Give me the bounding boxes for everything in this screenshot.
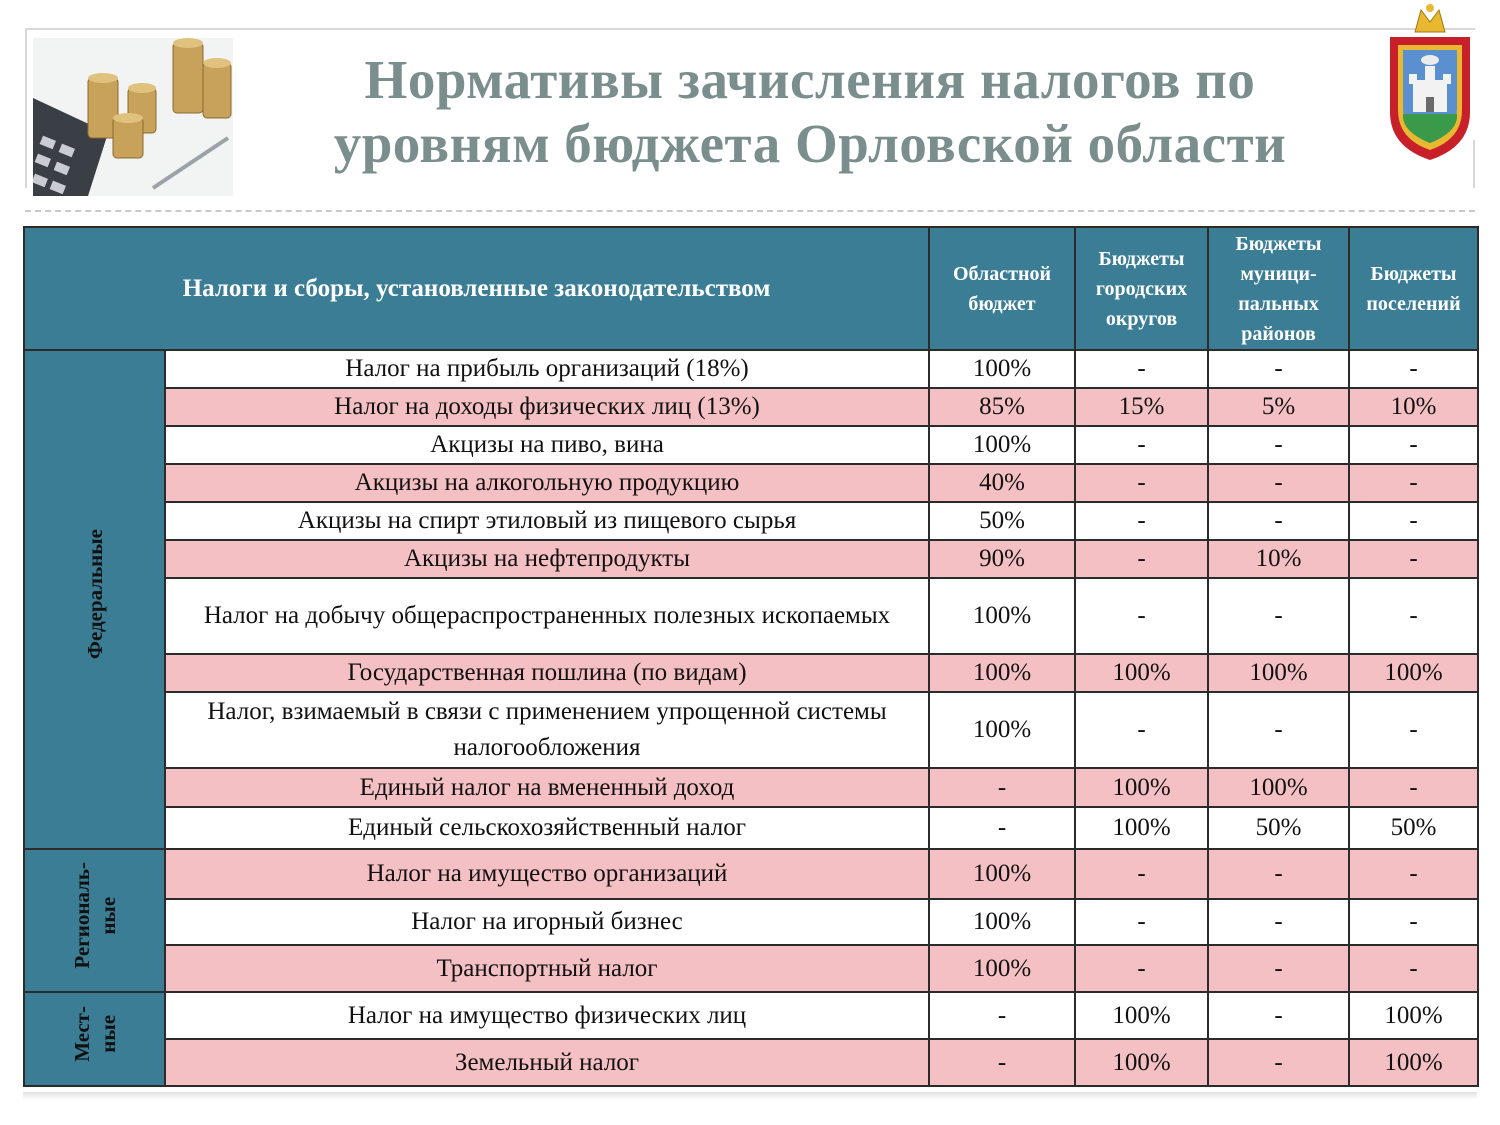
municipal-value: -: [1208, 899, 1349, 945]
tax-name: Земельный налог: [165, 1039, 929, 1086]
header-settlement-budgets: [1349, 227, 1478, 350]
table-header-row: [24, 227, 1478, 350]
tax-name: Налог на имущество физических лиц: [165, 992, 929, 1039]
settlement-value: -: [1349, 464, 1478, 502]
table-row: [24, 502, 1478, 540]
settlement-value: -: [1349, 502, 1478, 540]
settlement-value: -: [1349, 578, 1478, 654]
tax-name: Единый налог на вмененный доход: [165, 768, 929, 807]
regional-value: 100%: [929, 426, 1075, 464]
tax-name: Акцизы на нефтепродукты: [165, 540, 929, 578]
regional-value: 100%: [929, 350, 1075, 388]
settlement-value: -: [1349, 426, 1478, 464]
table-row: [24, 945, 1478, 992]
settlement-value: -: [1349, 899, 1478, 945]
table-row: [24, 849, 1478, 899]
coat-of-arms-icon: [1385, 2, 1475, 162]
group-federal: [24, 350, 165, 849]
header-city-line: Бюджеты: [1098, 247, 1185, 270]
municipal-value: 100%: [1208, 768, 1349, 807]
city-value: 100%: [1075, 654, 1208, 692]
table-shadow: [23, 1092, 1477, 1100]
settlement-value: 100%: [1349, 1039, 1478, 1086]
municipal-value: -: [1208, 578, 1349, 654]
table-row: [24, 426, 1478, 464]
header-regional-budget: [929, 227, 1075, 350]
regional-value: -: [929, 768, 1075, 807]
group-local: [24, 992, 165, 1086]
city-value: -: [1075, 502, 1208, 540]
table-row: [24, 388, 1478, 426]
frame-top-border: [25, 28, 1475, 30]
table-row: [24, 1039, 1478, 1086]
regional-value: 100%: [929, 849, 1075, 899]
city-value: -: [1075, 350, 1208, 388]
municipal-value: -: [1208, 426, 1349, 464]
regional-value: -: [929, 807, 1075, 849]
regional-value: 100%: [929, 945, 1075, 992]
title-line-1: Нормативы зачисления налогов по: [364, 49, 1256, 110]
municipal-value: -: [1208, 849, 1349, 899]
frame-left-border: [25, 28, 27, 188]
municipal-value: -: [1208, 1039, 1349, 1086]
municipal-value: 5%: [1208, 388, 1349, 426]
header-city-line: городских: [1095, 277, 1188, 300]
tax-name: Акцизы на пиво, вина: [165, 426, 929, 464]
settlement-value: 10%: [1349, 388, 1478, 426]
regional-value: 85%: [929, 388, 1075, 426]
header-divider: [25, 210, 1475, 212]
settlement-value: -: [1349, 945, 1478, 992]
header-municipal-line: Бюджеты: [1235, 232, 1322, 255]
coins-calculator-image: [33, 38, 233, 196]
city-value: -: [1075, 692, 1208, 768]
municipal-value: -: [1208, 992, 1349, 1039]
header-regional-line: Областной: [953, 262, 1052, 285]
tax-name: Государственная пошлина (по видам): [165, 654, 929, 692]
table-row: [24, 578, 1478, 654]
table-row: [24, 464, 1478, 502]
city-value: 15%: [1075, 388, 1208, 426]
municipal-value: -: [1208, 692, 1349, 768]
table-row: [24, 692, 1478, 768]
city-value: -: [1075, 426, 1208, 464]
city-value: -: [1075, 464, 1208, 502]
table-row: [24, 807, 1478, 849]
municipal-value: 50%: [1208, 807, 1349, 849]
tax-name: Налог на имущество организаций: [165, 849, 929, 899]
header-city-line: округов: [1105, 307, 1178, 330]
municipal-value: 100%: [1208, 654, 1349, 692]
group-local-label: Мест- ные: [69, 1005, 120, 1062]
city-value: -: [1075, 578, 1208, 654]
regional-value: 100%: [929, 578, 1075, 654]
city-value: -: [1075, 540, 1208, 578]
tax-name: Транспортный налог: [165, 945, 929, 992]
municipal-value: -: [1208, 502, 1349, 540]
regional-value: 100%: [929, 899, 1075, 945]
tax-name: Единый сельскохозяйственный налог: [165, 807, 929, 849]
tax-name: Налог, взимаемый в связи с применением упрощенной системы налогообложения: [165, 692, 929, 768]
group-regional-label: Региональ- ные: [69, 861, 120, 969]
regional-value: 50%: [929, 502, 1075, 540]
table-row: [24, 992, 1478, 1039]
header-municipal-budgets: [1208, 227, 1349, 350]
settlement-value: 50%: [1349, 807, 1478, 849]
tax-name: Налог на прибыль организаций (18%): [165, 350, 929, 388]
settlement-value: -: [1349, 692, 1478, 768]
table-row: [24, 768, 1478, 807]
group-federal-label: Федеральные: [82, 528, 107, 660]
tax-name: Акцизы на спирт этиловый из пищевого сырья: [165, 502, 929, 540]
settlement-value: -: [1349, 540, 1478, 578]
table-row: [24, 350, 1478, 388]
title-line-2: уровням бюджета Орловской области: [333, 113, 1287, 174]
city-value: 100%: [1075, 1039, 1208, 1086]
header-taxes: Налоги и сборы, установленные законодательством: [24, 227, 929, 350]
settlement-value: -: [1349, 350, 1478, 388]
header-municipal-line: пальных: [1238, 292, 1319, 315]
tax-name: Акцизы на алкогольную продукцию: [165, 464, 929, 502]
regional-value: 90%: [929, 540, 1075, 578]
header-city-budgets: [1075, 227, 1208, 350]
page-title: [240, 48, 1380, 176]
settlement-value: 100%: [1349, 654, 1478, 692]
city-value: -: [1075, 945, 1208, 992]
tax-distribution-table: [23, 226, 1479, 1087]
regional-value: -: [929, 992, 1075, 1039]
settlement-value: -: [1349, 849, 1478, 899]
settlement-value: -: [1349, 768, 1478, 807]
header-settlement-line: поселений: [1366, 292, 1461, 315]
header-municipal-line: муници-: [1240, 262, 1317, 285]
city-value: 100%: [1075, 807, 1208, 849]
tax-name: Налог на доходы физических лиц (13%): [165, 388, 929, 426]
tax-name: Налог на игорный бизнес: [165, 899, 929, 945]
city-value: -: [1075, 899, 1208, 945]
regional-value: -: [929, 1039, 1075, 1086]
municipal-value: -: [1208, 350, 1349, 388]
municipal-value: -: [1208, 464, 1349, 502]
regional-value: 100%: [929, 654, 1075, 692]
municipal-value: 10%: [1208, 540, 1349, 578]
header-regional-line: бюджет: [968, 292, 1036, 315]
header-settlement-line: Бюджеты: [1370, 262, 1457, 285]
table-row: [24, 540, 1478, 578]
tax-name: Налог на добычу общераспространенных полезных ископаемых: [165, 578, 929, 654]
regional-value: 100%: [929, 692, 1075, 768]
settlement-value: 100%: [1349, 992, 1478, 1039]
city-value: 100%: [1075, 992, 1208, 1039]
table-row: [24, 654, 1478, 692]
municipal-value: -: [1208, 945, 1349, 992]
city-value: 100%: [1075, 768, 1208, 807]
table-row: [24, 899, 1478, 945]
city-value: -: [1075, 849, 1208, 899]
header-municipal-line: районов: [1241, 322, 1316, 345]
regional-value: 40%: [929, 464, 1075, 502]
group-regional: [24, 849, 165, 992]
